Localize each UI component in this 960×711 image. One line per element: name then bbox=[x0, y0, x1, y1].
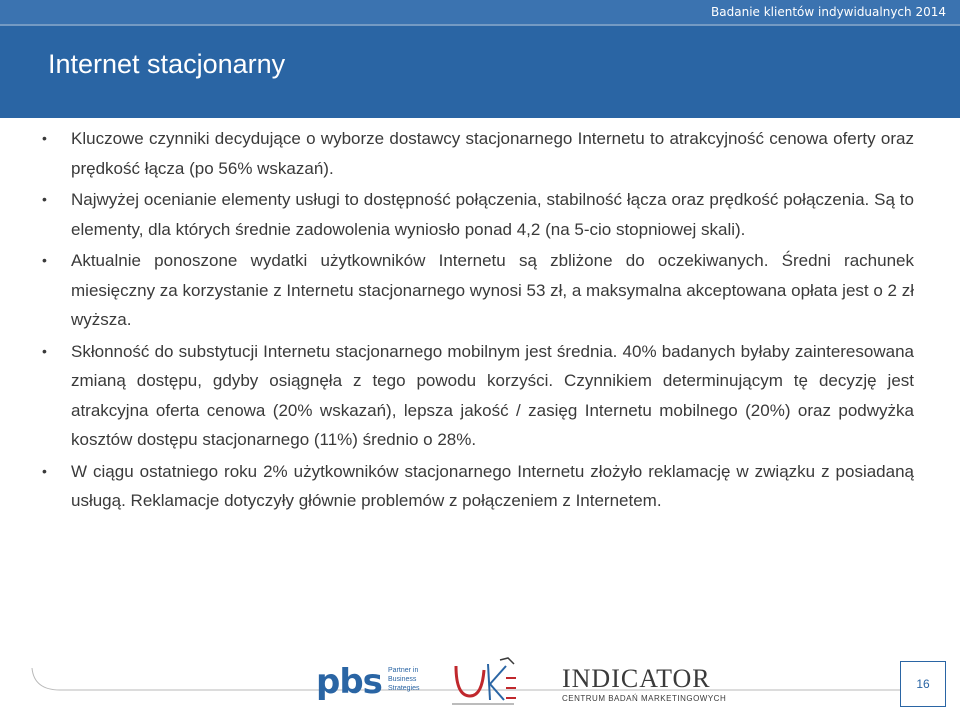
indicator-tagline: CENTRUM BADAŃ MARKETINGOWYCH bbox=[562, 694, 727, 703]
page-number-box bbox=[900, 661, 946, 707]
bullet-text: Skłonność do substytucji Internetu stacjonarnego mobilnym jest średnia. 40% badanych byłaby zainteresowana zmianą dostępu, gdyby osiągnęła z tego powodu korzyści. Czynnikiem determinującym tę decyzję jest atrakcyjna oferta cenowa (20% wskazań), lepsza jakość / zasięg Internetu mobilnego (20%) oraz podwyżka kosztów dostępu stacjonarnego (11%) średnio o 28%. bbox=[71, 341, 914, 449]
bullet-glyph: • bbox=[42, 252, 47, 268]
bullet-text: Kluczowe czynniki decydujące o wyborze dostawcy stacjonarnego Internetu to atrakcyjność cenowa oferty oraz prędkość łącza (po 56% wskazań). bbox=[71, 129, 914, 178]
pbs-tagline-line: Partner in bbox=[388, 667, 419, 674]
bullet-item bbox=[40, 246, 914, 335]
indicator-logo bbox=[562, 664, 726, 703]
page-number: 16 bbox=[916, 677, 930, 691]
header-bar bbox=[0, 0, 960, 118]
bullet-item bbox=[40, 124, 914, 183]
pbs-tagline bbox=[388, 666, 448, 693]
header-divider bbox=[0, 24, 960, 26]
indicator-logo-text: INDICATOR bbox=[562, 664, 711, 693]
bullet-text: Najwyżej ocenianie elementy usługi to dostępność połączenia, stabilność łącza oraz prędkość połączenia. Są to elementy, dla których średnie zadowolenia wyniosło ponad 4,2 (na 5-cio stopniowej skali). bbox=[71, 190, 914, 239]
pbs-tagline-line: Business bbox=[388, 676, 417, 683]
bullet-list bbox=[40, 124, 914, 518]
bullet-text: Aktualnie ponoszone wydatki użytkowników Internetu są zbliżone do oczekiwanych. Średni rachunek miesięczny za korzystanie z Internetu stacjonarnego wynosi 53 zł, a maksymalna akceptowana opłata jest o 2 zł wyższa. bbox=[71, 251, 914, 329]
report-subtitle: Badanie klientów indywidualnych 2014 bbox=[711, 5, 946, 19]
bullet-glyph: • bbox=[42, 462, 47, 479]
bullet-text: W ciągu ostatniego roku 2% użytkowników stacjonarnego Internetu złożyło reklamację w związku z posiadaną usługą. Reklamacje dotyczyły głównie problemów z połączeniem z Internetem. bbox=[71, 461, 914, 510]
uke-logo-icon bbox=[448, 656, 518, 708]
page-title: Internet stacjonarny bbox=[48, 49, 286, 79]
pbs-logo bbox=[316, 662, 420, 702]
bullet-item bbox=[40, 185, 914, 244]
bullet-item bbox=[40, 337, 914, 455]
bullet-glyph: • bbox=[42, 191, 47, 207]
bullet-item bbox=[40, 457, 914, 516]
pbs-logo-text: pbs bbox=[316, 662, 382, 702]
bullet-glyph: • bbox=[42, 342, 47, 359]
pbs-tagline-line: Strategies bbox=[388, 685, 420, 692]
bullet-glyph: • bbox=[42, 130, 47, 146]
